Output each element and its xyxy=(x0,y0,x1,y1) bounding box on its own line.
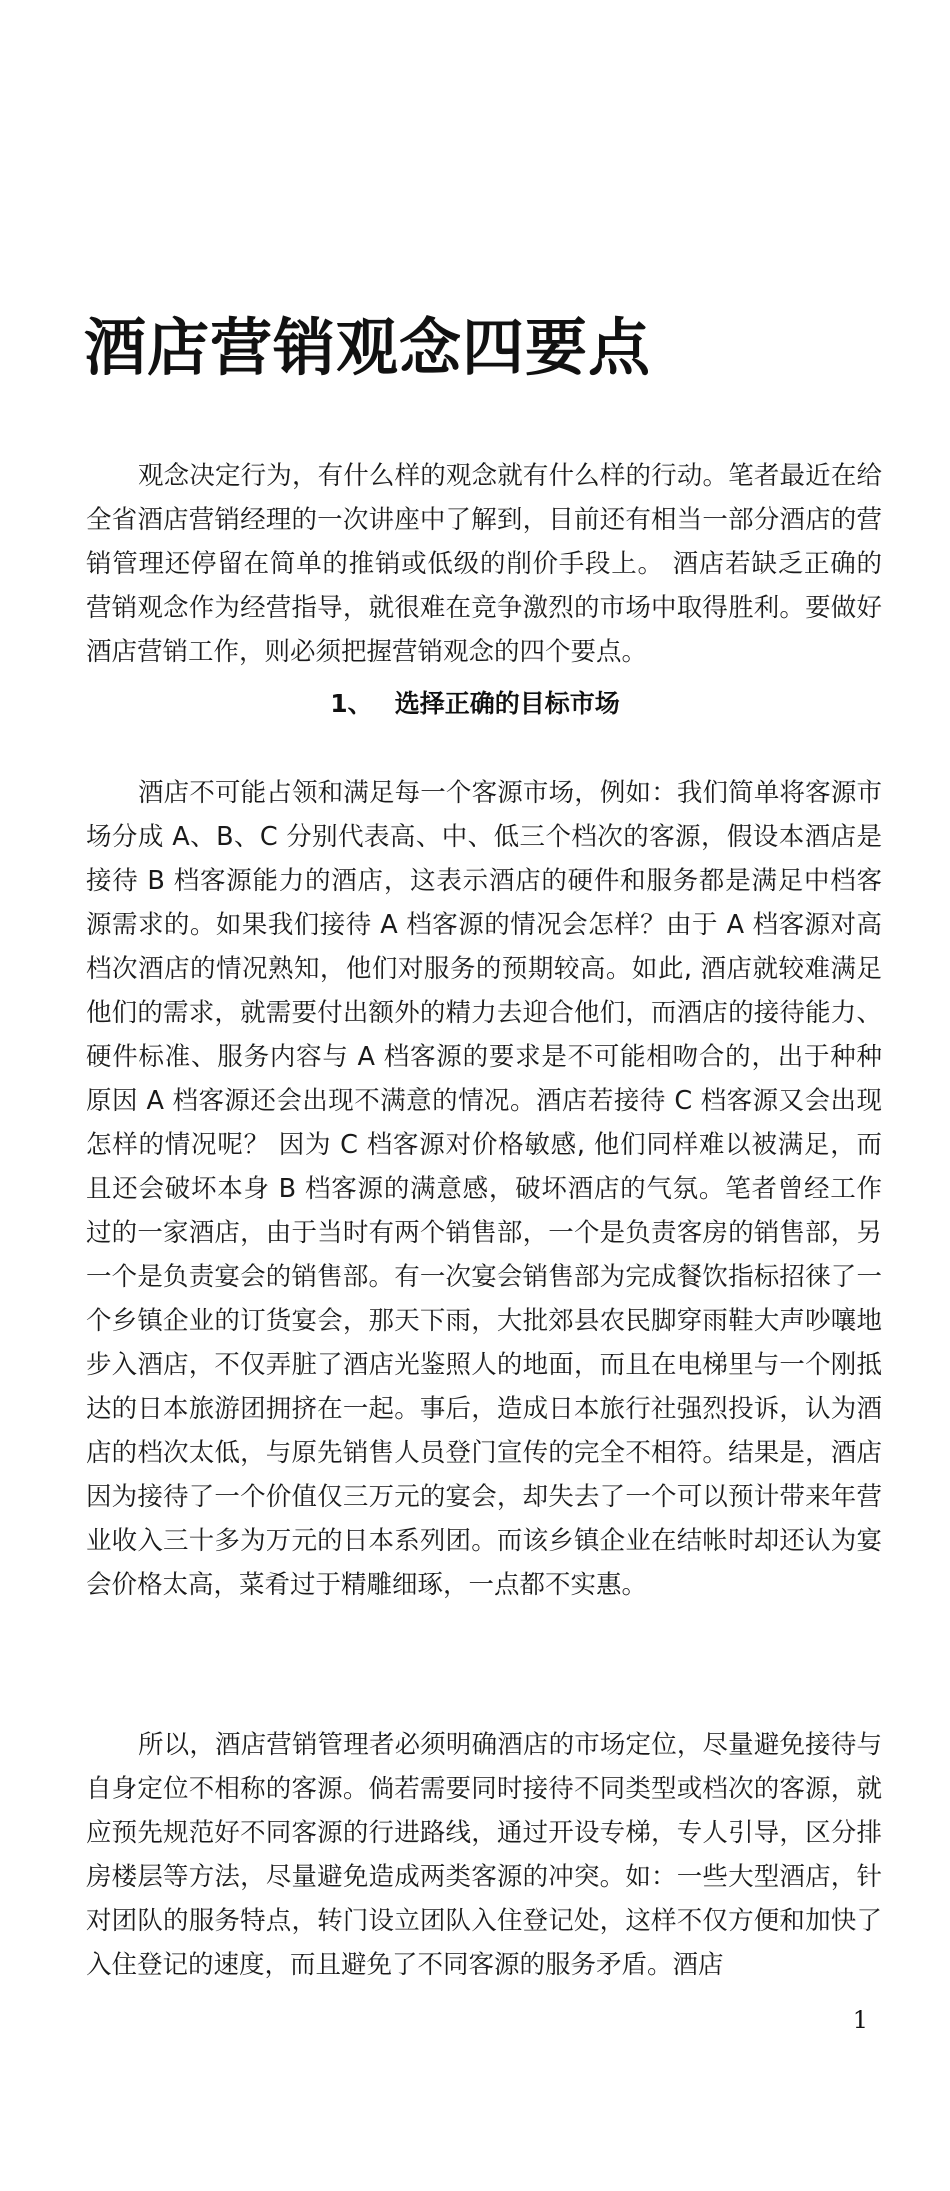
body-paragraph: 酒店不可能占领和满足每一个客源市场，例如：我们简单将客源市场分成 A、B、C 分别代表高、中、低三个档次的客源，假设本酒店是接待 B 档客源能力的酒店，这表示酒店的硬件和服务都是满足中档客源需求的。如果我们接待 A 档客源的情况会怎样？由于 A 档客源对高档次酒店的情况熟知，他们对服务的预期较高。如此, 酒店就较难满足他们的需求，就需要付出额外的精力去迎合他们，而酒店的接待能力、硬件标准、服务内容与 A 档客源的要求是不可能相吻合的，出于种种原因 A 档客源还会出现不满意的情况。酒店若接待 C 档客源又会出现怎样的情况呢？ 因为 C 档客源对价格敏感, 他们同样难以被满足，而且还会破坏本身 B 档客源的满意感，破坏酒店的气氛。笔者曾经工作过的一家酒店，由于当时有两个销售部，一个是负责客房的销售部，另一个是负责宴会的销售部。有一次宴会销售部为完成餐饮指标招徕了一个乡镇企业的订货宴会，那天下雨，大批郊县农民脚穿雨鞋大声吵嚷地步入酒店，不仅弄脏了酒店光鉴照人的地面，而且在电梯里与一个刚抵达的日本旅游团拥挤在一起。事后，造成日本旅行社强烈投诉，认为酒店的档次太低，与原先销售人员登门宣传的完全不相符。结果是，酒店因为接待了一个价值仅三万元的宴会，却失去了一个可以预计带来年营业收入三十多为万元的日本系列团。而该乡镇企业在结帐时却还认为宴会价格太高，菜肴过于精雕细琢，一点都不实惠。 xyxy=(86,778,882,1600)
intro-paragraph: 观念决定行为，有什么样的观念就有什么样的行动。笔者最近在给全省酒店营销经理的一次讲座中了解到，目前还有相当一部分酒店的营销管理还停留在简单的推销或低级的削价手段上。 酒店若缺乏正确的营销观念作为经营指导，就很难在竞争激烈的市场中取得胜利。要做好酒店营销工作，则必须把握营销观念的四个要点。 xyxy=(86,461,882,667)
page-number: 1 xyxy=(852,2006,868,2034)
section-heading-text: 选择正确的目标市场 xyxy=(394,689,620,718)
page-title: 酒店营销观念四要点 xyxy=(84,311,652,384)
section-number: 1、 xyxy=(330,689,373,718)
section-heading xyxy=(0,682,950,726)
body-paragraph: 所以，酒店营销管理者必须明确酒店的市场定位，尽量避免接待与自身定位不相称的客源。倘若需要同时接待不同类型或档次的客源，就应预先规范好不同客源的行进路线，通过开设专梯，专人引导，区分排房楼层等方法，尽量避免造成两类客源的冲突。如：一些大型酒店，针对团队的服务特点，转门设立团队入住登记处，这样不仅方便和加快了入住登记的速度，而且避免了不同客源的服务矛盾。酒店 xyxy=(86,1730,882,1980)
